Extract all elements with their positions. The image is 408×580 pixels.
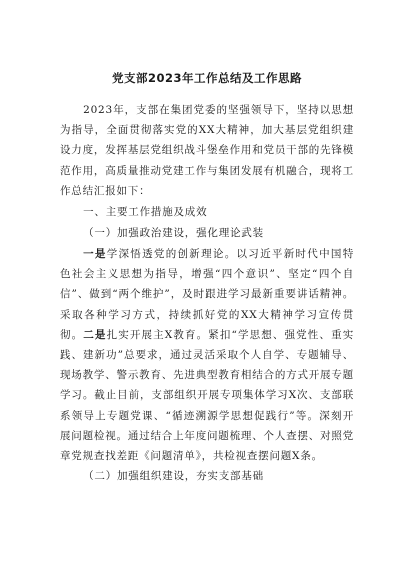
item-lead-1: 一是 <box>83 248 107 261</box>
section-heading-1: 一、主要工作措施及成效 <box>83 206 208 219</box>
document-title: 党支部2023年工作总结及工作思路 <box>111 71 302 85</box>
item-paragraph-1 <box>60 244 354 466</box>
subsection-heading-1: （一）加强政治建设，强化理论武装 <box>83 227 264 240</box>
subsection-heading-2: （二）加强组织建设，夯实支部基础 <box>83 470 264 483</box>
item-text-1: 学深悟透党的创新理论。以习近平新时代中国特色社会主义思想为指导，增强“四个意识”、坚定“四个自信”、做到“两个维护”，及时跟进学习最新重要讲话精神。采取各种学习方式，持续抓好党的XX大精神学习宣传贯彻。 <box>60 248 354 341</box>
item-text-2: 扎实开展主X教育。紧扣“学思想、强党性、重实践、建新功”总要求，通过灵活采取个人自学、专题辅导、现场教学、警示教育、先进典型教育相结合的方式开展专题学习。截止目前，支部组织开展专项集体学习X次、支部联系领导上专题党课、“循迹溯源学思想促践行”等。深刻开展问题检视。通过结合上年度问题梳理、个人查摆、对照党章党规查找差距《问题清单》，共检视查摆问题X条。 <box>60 328 354 463</box>
item-lead-2: 二是 <box>83 328 107 341</box>
intro-paragraph: 2023年，支部在集团党委的坚强领导下，坚持以思想为指导，全面贯彻落实党的XX大精神，加大基层党组织建设力度，发挥基层党组织战斗堡垒作用和党员干部的先锋模范作用，高质量推动党建工作与集团发展有机融合，现将工作总结汇报如下： <box>60 104 354 197</box>
